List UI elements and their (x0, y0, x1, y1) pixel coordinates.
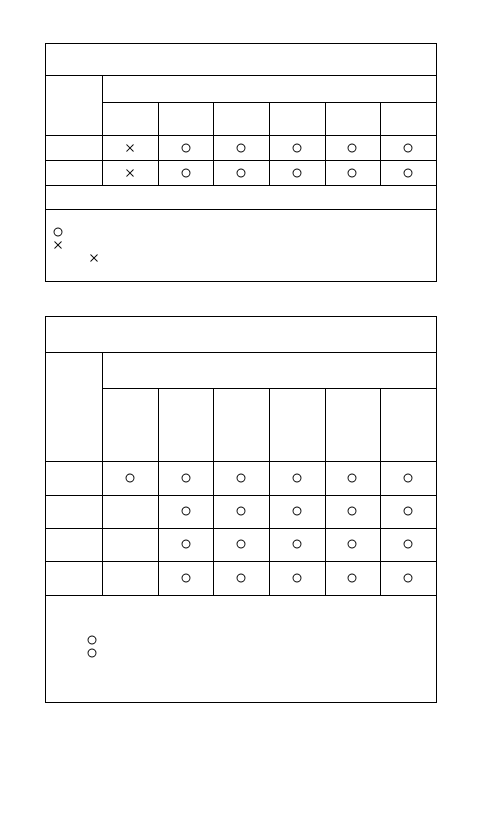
table-2-column-divider (158, 388, 159, 595)
circle-mark-icon (401, 504, 415, 518)
circle-mark-icon (290, 504, 304, 518)
circle-mark-icon (234, 141, 248, 155)
cross-mark-icon (123, 141, 137, 155)
circle-mark-icon (179, 537, 193, 551)
circle-mark-icon (290, 141, 304, 155)
table-2-column-divider (269, 388, 270, 595)
cross-mark-icon (87, 251, 101, 265)
circle-mark-icon (85, 646, 99, 660)
table-2-row-divider (45, 528, 437, 529)
circle-mark-icon (345, 141, 359, 155)
table-1-row-divider (45, 160, 437, 161)
table-2-notes-divider (45, 595, 437, 596)
circle-mark-icon (345, 537, 359, 551)
circle-mark-icon (85, 633, 99, 647)
table-2-column-divider (380, 388, 381, 595)
circle-mark-icon (234, 571, 248, 585)
table-1-header-divider (45, 135, 437, 136)
circle-mark-icon (123, 471, 137, 485)
circle-mark-icon (345, 504, 359, 518)
circle-mark-icon (401, 141, 415, 155)
table-1-column-divider (380, 102, 381, 185)
circle-mark-icon (234, 537, 248, 551)
circle-mark-icon (234, 504, 248, 518)
circle-mark-icon (179, 504, 193, 518)
table-1-column-divider (158, 102, 159, 185)
circle-mark-icon (401, 166, 415, 180)
circle-mark-icon (290, 571, 304, 585)
table-2-row-divider (45, 495, 437, 496)
circle-mark-icon (290, 537, 304, 551)
circle-mark-icon (179, 166, 193, 180)
table-1-column-divider (269, 102, 270, 185)
table-2-header-divider (45, 461, 437, 462)
table-1-notes-divider (45, 209, 437, 210)
table-1-column-divider (325, 102, 326, 185)
circle-mark-icon (179, 471, 193, 485)
table-1-column-divider (213, 102, 214, 185)
circle-mark-icon (234, 166, 248, 180)
circle-mark-icon (234, 471, 248, 485)
circle-mark-icon (401, 571, 415, 585)
table-2-column-divider (325, 388, 326, 595)
table-2-row-divider (45, 561, 437, 562)
circle-mark-icon (345, 471, 359, 485)
table-1-frame (45, 43, 437, 282)
circle-mark-icon (179, 141, 193, 155)
circle-mark-icon (345, 571, 359, 585)
table-2-row-header-divider (102, 352, 103, 595)
table-2-title-divider (45, 352, 437, 353)
circle-mark-icon (401, 471, 415, 485)
table-2-column-divider (213, 388, 214, 595)
table-1-title-divider (45, 75, 437, 76)
circle-mark-icon (345, 166, 359, 180)
circle-mark-icon (401, 537, 415, 551)
table-1-row-divider (45, 185, 437, 186)
circle-mark-icon (290, 166, 304, 180)
cross-mark-icon (123, 166, 137, 180)
circle-mark-icon (290, 471, 304, 485)
circle-mark-icon (51, 225, 65, 239)
table-1-row-header-divider (102, 75, 103, 185)
cross-mark-icon (51, 238, 65, 252)
circle-mark-icon (179, 571, 193, 585)
